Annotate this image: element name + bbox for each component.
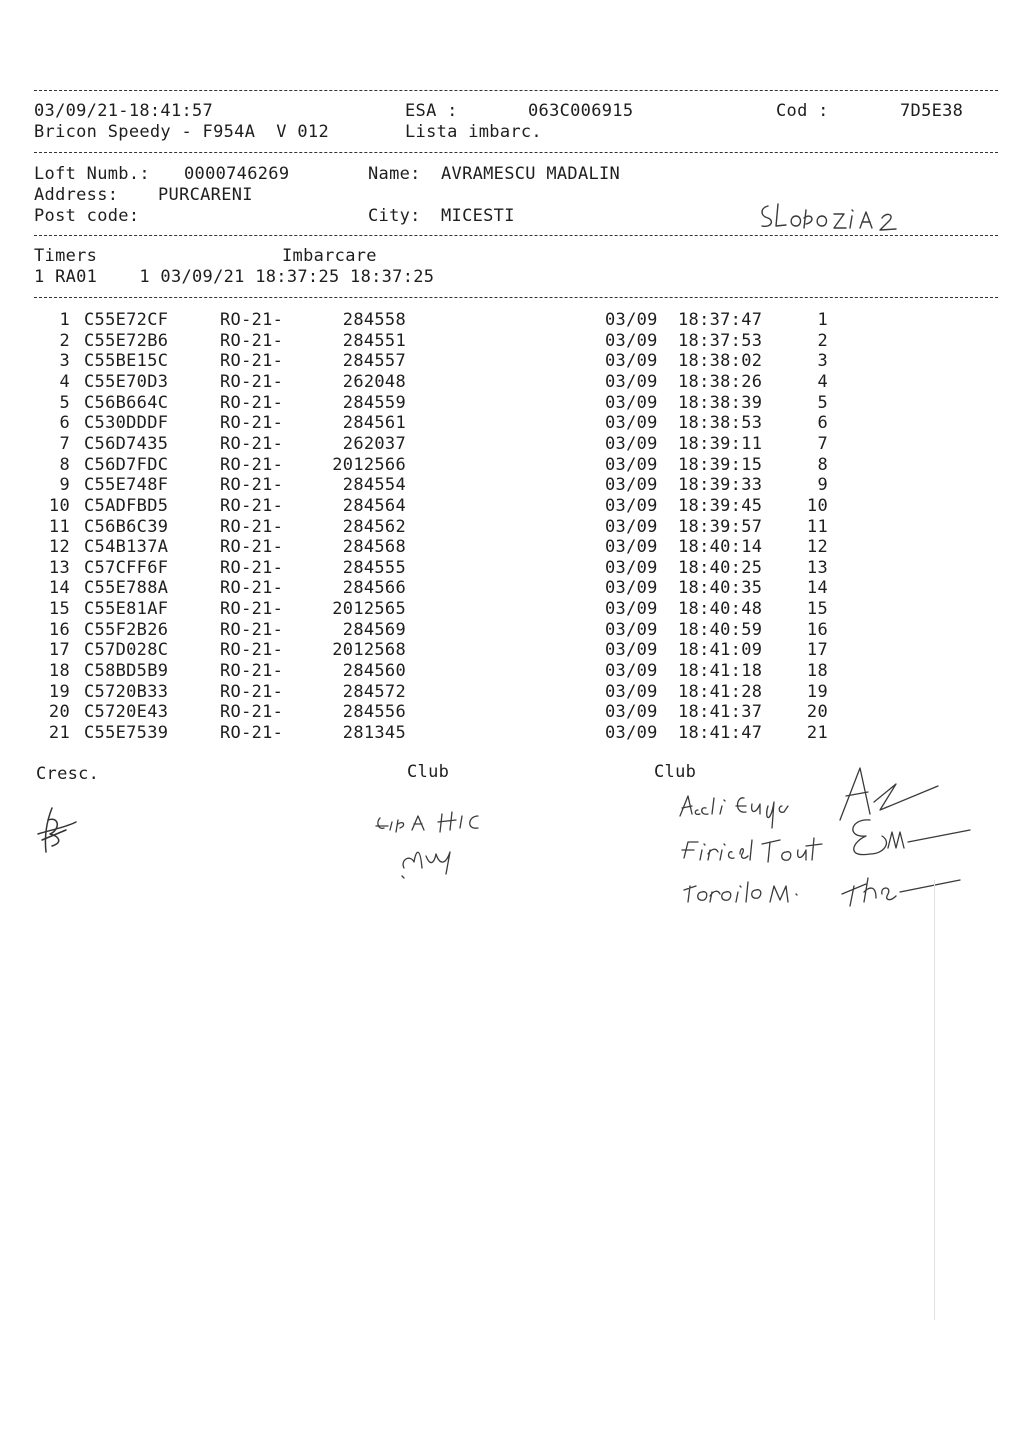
ring-chip-id: C55E72B6 — [84, 330, 169, 351]
cod-value: 7D5E38 — [900, 101, 964, 121]
arrival-order: 7 — [817, 433, 828, 454]
bird-row — [0, 496, 1024, 517]
imbarcare-label: Imbarcare — [282, 246, 377, 266]
ring-prefix: RO-21- — [220, 640, 284, 661]
bird-index: 14 — [48, 578, 70, 599]
arrival-time: 18:37:53 — [678, 330, 763, 351]
address-label: Address: — [34, 185, 119, 205]
arrival-time: 18:38:53 — [678, 413, 763, 434]
bird-index: 7 — [59, 433, 70, 454]
ring-number: 262037 — [342, 433, 406, 454]
arrival-date: 03/09 — [605, 351, 658, 372]
ring-number: 284559 — [342, 392, 406, 413]
bird-index: 15 — [48, 599, 70, 620]
arrival-time: 18:39:33 — [678, 475, 763, 496]
ring-prefix: RO-21- — [220, 599, 284, 620]
ring-chip-id: C57D028C — [84, 640, 169, 661]
ring-prefix: RO-21- — [220, 351, 284, 372]
ring-prefix: RO-21- — [220, 723, 284, 743]
ring-chip-id: C56B6C39 — [84, 516, 169, 537]
esa-value: 063C006915 — [528, 101, 634, 121]
ring-prefix: RO-21- — [220, 681, 284, 702]
bird-row — [0, 578, 1024, 599]
ring-chip-id: C5720B33 — [84, 681, 169, 702]
ring-prefix: RO-21- — [220, 578, 284, 599]
device-info: Bricon Speedy - F954A V 012 — [34, 122, 329, 142]
ring-chip-id: C5ADFBD5 — [84, 495, 169, 516]
arrival-date: 03/09 — [605, 661, 658, 682]
list-title: Lista imbarc. — [405, 122, 542, 142]
arrival-order: 18 — [806, 661, 828, 682]
arrival-date: 03/09 — [605, 433, 658, 454]
ring-number: 284556 — [342, 702, 406, 723]
arrival-time: 18:41:18 — [678, 661, 763, 682]
arrival-date: 03/09 — [605, 681, 658, 702]
timer-line: 1 RA01 1 03/09/21 18:37:25 18:37:25 — [34, 267, 435, 287]
bird-row — [0, 372, 1024, 393]
arrival-time: 18:41:37 — [678, 702, 763, 723]
ring-chip-id: C55E748F — [84, 475, 169, 496]
ring-chip-id: C56D7FDC — [84, 454, 169, 475]
loft-number-label: Loft Numb.: — [34, 164, 150, 184]
arrival-time: 18:39:45 — [678, 495, 763, 516]
bird-index: 19 — [48, 681, 70, 702]
ring-prefix: RO-21- — [220, 661, 284, 682]
arrival-order: 1 — [817, 310, 828, 330]
ring-number: 284551 — [342, 330, 406, 351]
arrival-date: 03/09 — [605, 330, 658, 351]
ring-number: 284562 — [342, 516, 406, 537]
arrival-date: 03/09 — [605, 619, 658, 640]
cod-label: Cod : — [776, 101, 829, 121]
bird-index: 8 — [59, 454, 70, 475]
bird-row — [0, 475, 1024, 496]
ring-number: 284572 — [342, 681, 406, 702]
bird-index: 3 — [59, 351, 70, 372]
bird-row — [0, 702, 1024, 723]
arrival-date: 03/09 — [605, 392, 658, 413]
ring-chip-id: C55E70D3 — [84, 371, 169, 392]
arrival-order: 10 — [806, 495, 828, 516]
bird-row — [0, 310, 1024, 331]
arrival-order: 15 — [806, 599, 828, 620]
bird-index: 16 — [48, 619, 70, 640]
arrival-time: 18:41:47 — [678, 723, 763, 743]
fancier-signature — [30, 800, 90, 860]
loft-number-value: 0000746269 — [184, 164, 290, 184]
arrival-order: 11 — [806, 516, 828, 537]
ring-number: 262048 — [342, 371, 406, 392]
arrival-time: 18:40:14 — [678, 537, 763, 558]
separator-top — [34, 90, 998, 91]
ring-chip-id: C56D7435 — [84, 433, 169, 454]
ring-prefix: RO-21- — [220, 371, 284, 392]
ring-number: 284558 — [342, 310, 406, 330]
arrival-time: 18:40:48 — [678, 599, 763, 620]
club-label-2: Club — [654, 762, 697, 782]
arrival-time: 18:38:39 — [678, 392, 763, 413]
bird-row — [0, 434, 1024, 455]
ring-number: 284569 — [342, 619, 406, 640]
arrival-order: 20 — [806, 702, 828, 723]
city-value: MICESTI — [441, 206, 515, 226]
arrival-date: 03/09 — [605, 454, 658, 475]
print-datetime: 03/09/21-18:41:57 — [34, 101, 214, 121]
arrival-order: 4 — [817, 371, 828, 392]
separator-fancier — [34, 235, 998, 236]
bird-index: 9 — [59, 475, 70, 496]
ring-number: 284555 — [342, 557, 406, 578]
arrival-date: 03/09 — [605, 495, 658, 516]
arrival-order: 21 — [806, 723, 828, 743]
arrival-order: 3 — [817, 351, 828, 372]
bird-row — [0, 413, 1024, 434]
bird-row — [0, 455, 1024, 476]
ring-number: 281345 — [342, 723, 406, 743]
bird-row — [0, 620, 1024, 641]
arrival-order: 8 — [817, 454, 828, 475]
ring-number: 284554 — [342, 475, 406, 496]
bird-index: 6 — [59, 413, 70, 434]
bird-index: 20 — [48, 702, 70, 723]
arrival-time: 18:40:25 — [678, 557, 763, 578]
separator-timers — [34, 297, 998, 298]
arrival-order: 2 — [817, 330, 828, 351]
ring-prefix: RO-21- — [220, 413, 284, 434]
arrival-date: 03/09 — [605, 723, 658, 743]
ring-chip-id: C55E7539 — [84, 723, 169, 743]
arrival-date: 03/09 — [605, 413, 658, 434]
arrival-order: 17 — [806, 640, 828, 661]
ring-prefix: RO-21- — [220, 310, 284, 330]
bird-row — [0, 682, 1024, 703]
ring-number: 284560 — [342, 661, 406, 682]
bird-index: 18 — [48, 661, 70, 682]
timers-label: Timers — [34, 246, 98, 266]
bird-index: 4 — [59, 371, 70, 392]
ring-prefix: RO-21- — [220, 537, 284, 558]
bird-row — [0, 393, 1024, 414]
handwritten-location-note — [756, 196, 916, 236]
arrival-time: 18:37:47 — [678, 310, 763, 330]
arrival-date: 03/09 — [605, 557, 658, 578]
bird-row — [0, 599, 1024, 620]
arrival-date: 03/09 — [605, 702, 658, 723]
ring-prefix: RO-21- — [220, 516, 284, 537]
arrival-date: 03/09 — [605, 310, 658, 330]
bird-index: 13 — [48, 557, 70, 578]
ring-prefix: RO-21- — [220, 475, 284, 496]
ring-number: 284564 — [342, 495, 406, 516]
ring-chip-id: C58BD5B9 — [84, 661, 169, 682]
ring-number: 2012565 — [332, 599, 406, 620]
name-label: Name: — [368, 164, 421, 184]
arrival-order: 14 — [806, 578, 828, 599]
bird-index: 10 — [48, 495, 70, 516]
bird-index: 17 — [48, 640, 70, 661]
ring-chip-id: C55E72CF — [84, 310, 169, 330]
bird-index: 11 — [48, 516, 70, 537]
ring-prefix: RO-21- — [220, 330, 284, 351]
ring-number: 2012566 — [332, 454, 406, 475]
ring-prefix: RO-21- — [220, 619, 284, 640]
bird-index: 2 — [59, 330, 70, 351]
arrival-order: 5 — [817, 392, 828, 413]
city-label: City: — [368, 206, 421, 226]
ring-number: 2012568 — [332, 640, 406, 661]
club1-signature — [370, 806, 500, 884]
scan-edge-shadow — [934, 880, 935, 1320]
arrival-time: 18:40:59 — [678, 619, 763, 640]
ring-chip-id: C56B664C — [84, 392, 169, 413]
arrival-time: 18:41:28 — [678, 681, 763, 702]
arrival-time: 18:40:35 — [678, 578, 763, 599]
arrival-date: 03/09 — [605, 475, 658, 496]
esa-label: ESA : — [405, 101, 458, 121]
ring-chip-id: C530DDDF — [84, 413, 169, 434]
bird-row — [0, 640, 1024, 661]
arrival-order: 12 — [806, 537, 828, 558]
ring-chip-id: C55E788A — [84, 578, 169, 599]
arrival-order: 13 — [806, 557, 828, 578]
arrival-date: 03/09 — [605, 578, 658, 599]
arrival-date: 03/09 — [605, 640, 658, 661]
cresc-label: Cresc. — [36, 764, 100, 784]
ring-prefix: RO-21- — [220, 495, 284, 516]
bird-row — [0, 331, 1024, 352]
arrival-time: 18:41:09 — [678, 640, 763, 661]
ring-prefix: RO-21- — [220, 392, 284, 413]
bird-index: 12 — [48, 537, 70, 558]
ring-chip-id: C55E81AF — [84, 599, 169, 620]
ring-prefix: RO-21- — [220, 454, 284, 475]
bird-row — [0, 351, 1024, 372]
ring-number: 284561 — [342, 413, 406, 434]
bird-index: 21 — [48, 723, 70, 743]
arrival-order: 19 — [806, 681, 828, 702]
ring-chip-id: C55F2B26 — [84, 619, 169, 640]
arrival-time: 18:38:26 — [678, 371, 763, 392]
arrival-order: 6 — [817, 413, 828, 434]
club-label-1: Club — [407, 762, 450, 782]
bird-index: 5 — [59, 392, 70, 413]
ring-number: 284568 — [342, 537, 406, 558]
ring-prefix: RO-21- — [220, 433, 284, 454]
postcode-label: Post code: — [34, 206, 140, 226]
ring-chip-id: C5720E43 — [84, 702, 169, 723]
ring-number: 284557 — [342, 351, 406, 372]
bird-index: 1 — [59, 310, 70, 330]
arrival-order: 16 — [806, 619, 828, 640]
ring-chip-id: C55BE15C — [84, 351, 169, 372]
address-value: PURCARENI — [158, 185, 253, 205]
arrival-time: 18:39:11 — [678, 433, 763, 454]
arrival-date: 03/09 — [605, 537, 658, 558]
arrival-time: 18:38:02 — [678, 351, 763, 372]
ring-chip-id: C57CFF6F — [84, 557, 169, 578]
bird-row — [0, 537, 1024, 558]
separator-header — [34, 152, 998, 153]
arrival-date: 03/09 — [605, 371, 658, 392]
arrival-time: 18:39:15 — [678, 454, 763, 475]
name-value: AVRAMESCU MADALIN — [441, 164, 621, 184]
arrival-order: 9 — [817, 475, 828, 496]
bird-row — [0, 661, 1024, 682]
bird-row — [0, 558, 1024, 579]
ring-chip-id: C54B137A — [84, 537, 169, 558]
bird-row — [0, 517, 1024, 538]
arrival-date: 03/09 — [605, 516, 658, 537]
ring-number: 284566 — [342, 578, 406, 599]
arrival-date: 03/09 — [605, 599, 658, 620]
ring-prefix: RO-21- — [220, 702, 284, 723]
ring-prefix: RO-21- — [220, 557, 284, 578]
bird-row — [0, 723, 1024, 744]
arrival-time: 18:39:57 — [678, 516, 763, 537]
